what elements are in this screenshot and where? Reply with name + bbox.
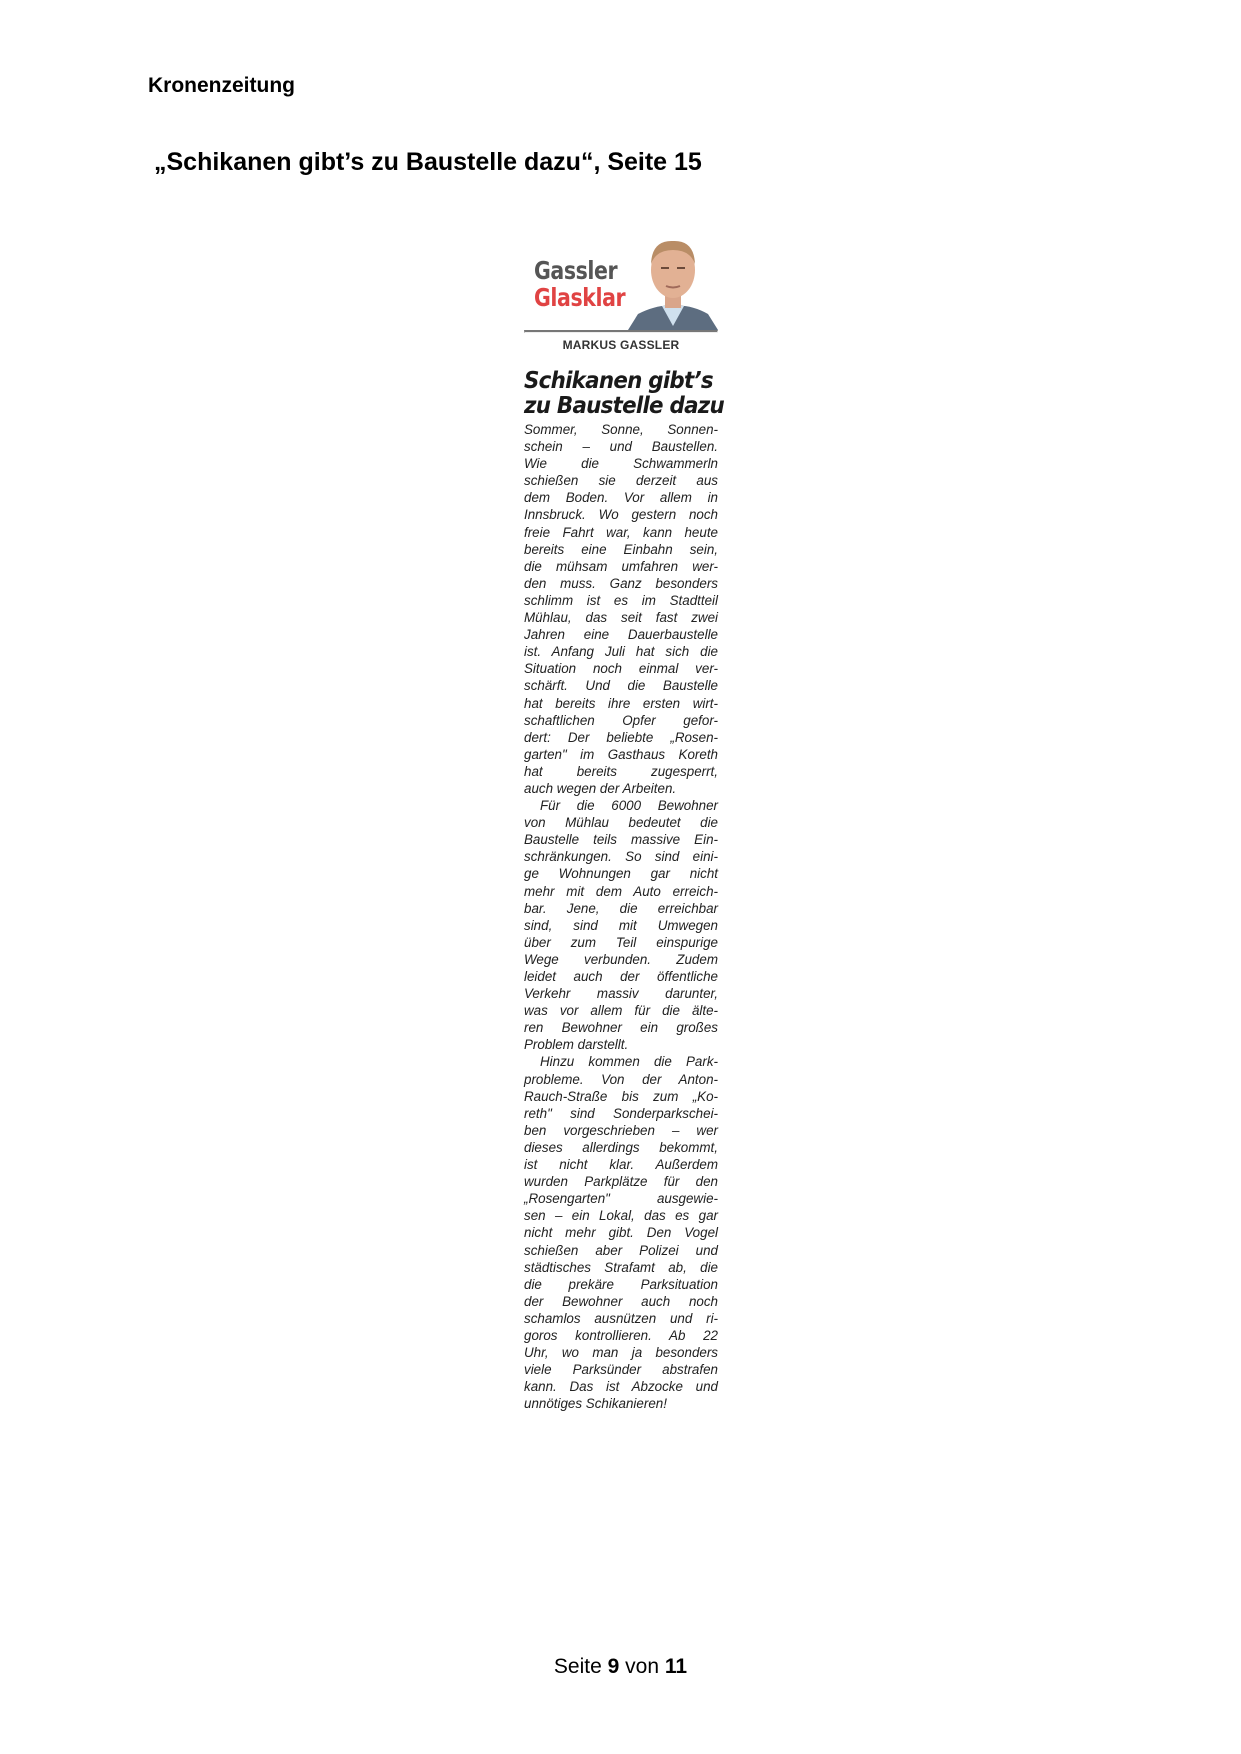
article-line: schamlos ausnützen und ri- <box>524 1310 718 1326</box>
article-line: hat bereits zugesperrt, <box>524 763 718 779</box>
article-line: wurden Parkplätze für den <box>524 1174 718 1190</box>
article-line: Rauch-Straße bis zum „Ko- <box>524 1088 718 1104</box>
article-line: Mühlau, das seit fast zwei <box>524 610 718 626</box>
footer-prefix: Seite <box>553 1655 602 1678</box>
article-line: ist. Anfang Juli hat sich die <box>524 644 718 660</box>
article-line: Für die 6000 Bewohner <box>540 798 718 814</box>
article-line: sen – ein Lokal, das es gar <box>524 1208 718 1224</box>
article-line: Wie die Schwammerln <box>524 456 718 472</box>
page-footer <box>0 1655 1241 1679</box>
article-line: über zum Teil einspurige <box>524 934 718 950</box>
article-line: ge Wohnungen gar nicht <box>524 866 718 882</box>
article-line: städtisches Strafamt ab, die <box>524 1259 718 1275</box>
article-line: nicht mehr gibt. Den Vogel <box>524 1225 718 1241</box>
article-line: was vor allem für die älte- <box>524 1003 718 1019</box>
publication-name: Kronenzeitung <box>148 74 295 97</box>
article-line: Problem darstellt. <box>524 1037 629 1053</box>
article-line: ben vorgeschrieben – wer <box>524 1122 718 1138</box>
article-line: schärft. Und die Baustelle <box>524 678 718 694</box>
article-line: den muss. Ganz besonders <box>524 575 718 591</box>
article-line: der Bewohner auch noch <box>524 1293 718 1309</box>
article-line: mehr mit dem Auto erreich- <box>524 883 718 899</box>
header-divider <box>524 330 718 333</box>
article-line: schränkungen. So sind eini- <box>524 849 718 865</box>
article-line: auch wegen der Arbeiten. <box>524 780 677 796</box>
article-line: die mühsam umfahren wer- <box>524 558 718 574</box>
article-line: garten" im Gasthaus Koreth <box>524 746 718 762</box>
article-line: Situation noch einmal ver- <box>524 661 718 677</box>
article-line: schießen sie derzeit aus <box>524 473 718 489</box>
footer-page-number: 9 <box>607 1655 620 1678</box>
headline-line: zu Baustelle dazu <box>524 393 724 419</box>
article-line: schlimm ist es im Stadtteil <box>524 592 718 608</box>
footer-page-total: 11 <box>664 1655 688 1678</box>
article-line: schein – und Baustellen. <box>524 439 718 455</box>
article-line: „Rosengarten" ausgewie- <box>524 1191 718 1207</box>
article-line: schaftlichen Opfer gefor- <box>524 712 718 728</box>
article-line: unnötiges Schikanieren! <box>524 1396 667 1412</box>
article-line: sind, sind mit Umwegen <box>524 917 718 933</box>
column-logo-line2: Glasklar <box>534 283 626 312</box>
article-body <box>524 421 718 1412</box>
document-title: „Schikanen gibt’s zu Baustelle dazu“, Seite 15 <box>154 148 702 176</box>
column-header <box>524 234 718 330</box>
article-line: bereits eine Einbahn sein, <box>524 541 718 557</box>
article-clipping <box>524 234 724 1412</box>
author-photo <box>628 234 718 330</box>
article-line: freie Fahrt war, kann heute <box>524 524 718 540</box>
article-line: von Mühlau bedeutet die <box>524 815 718 831</box>
article-line: bar. Jene, die erreichbar <box>524 900 718 916</box>
footer-middle: von <box>625 1655 660 1678</box>
article-line: Hinzu kommen die Park- <box>540 1054 718 1070</box>
article-line: Baustelle teils massive Ein- <box>524 832 718 848</box>
article-line: ren Bewohner ein großes <box>524 1020 718 1036</box>
article-line: viele Parksünder abstrafen <box>524 1362 718 1378</box>
article-line: Wege verbunden. Zudem <box>524 951 718 967</box>
article-line: leidet auch der öffentliche <box>524 969 718 984</box>
article-line: goros kontrollieren. Ab 22 <box>524 1327 718 1343</box>
article-line: Sommer, Sonne, Sonnen- <box>524 422 718 437</box>
article-line: probleme. Von der Anton- <box>524 1071 718 1087</box>
headline-line: Schikanen gibt’s <box>524 368 713 394</box>
article-line: dem Boden. Vor allem in <box>524 490 718 506</box>
article-line: ist nicht klar. Außerdem <box>524 1157 718 1173</box>
article-line: Verkehr massiv darunter, <box>524 986 718 1002</box>
article-line: reth" sind Sonderparkschei- <box>524 1105 718 1121</box>
article-line: dert: Der beliebte „Rosen- <box>524 729 718 745</box>
article-line: dieses allerdings bekommt, <box>524 1139 718 1155</box>
article-line: Uhr, wo man ja besonders <box>524 1345 718 1361</box>
article-line: kann. Das ist Abzocke und <box>524 1379 718 1395</box>
article-line: hat bereits ihre ersten wirt- <box>524 695 718 711</box>
article-line: die prekäre Parksituation <box>524 1276 718 1292</box>
article-line: Innsbruck. Wo gestern noch <box>524 507 718 523</box>
column-logo-line1: Gassler <box>534 256 618 285</box>
article-line: schießen aber Polizei und <box>524 1242 718 1258</box>
author-name: MARKUS GASSLER <box>562 338 680 352</box>
article-line: Jahren eine Dauerbaustelle <box>524 627 718 643</box>
article-headline <box>524 368 724 419</box>
